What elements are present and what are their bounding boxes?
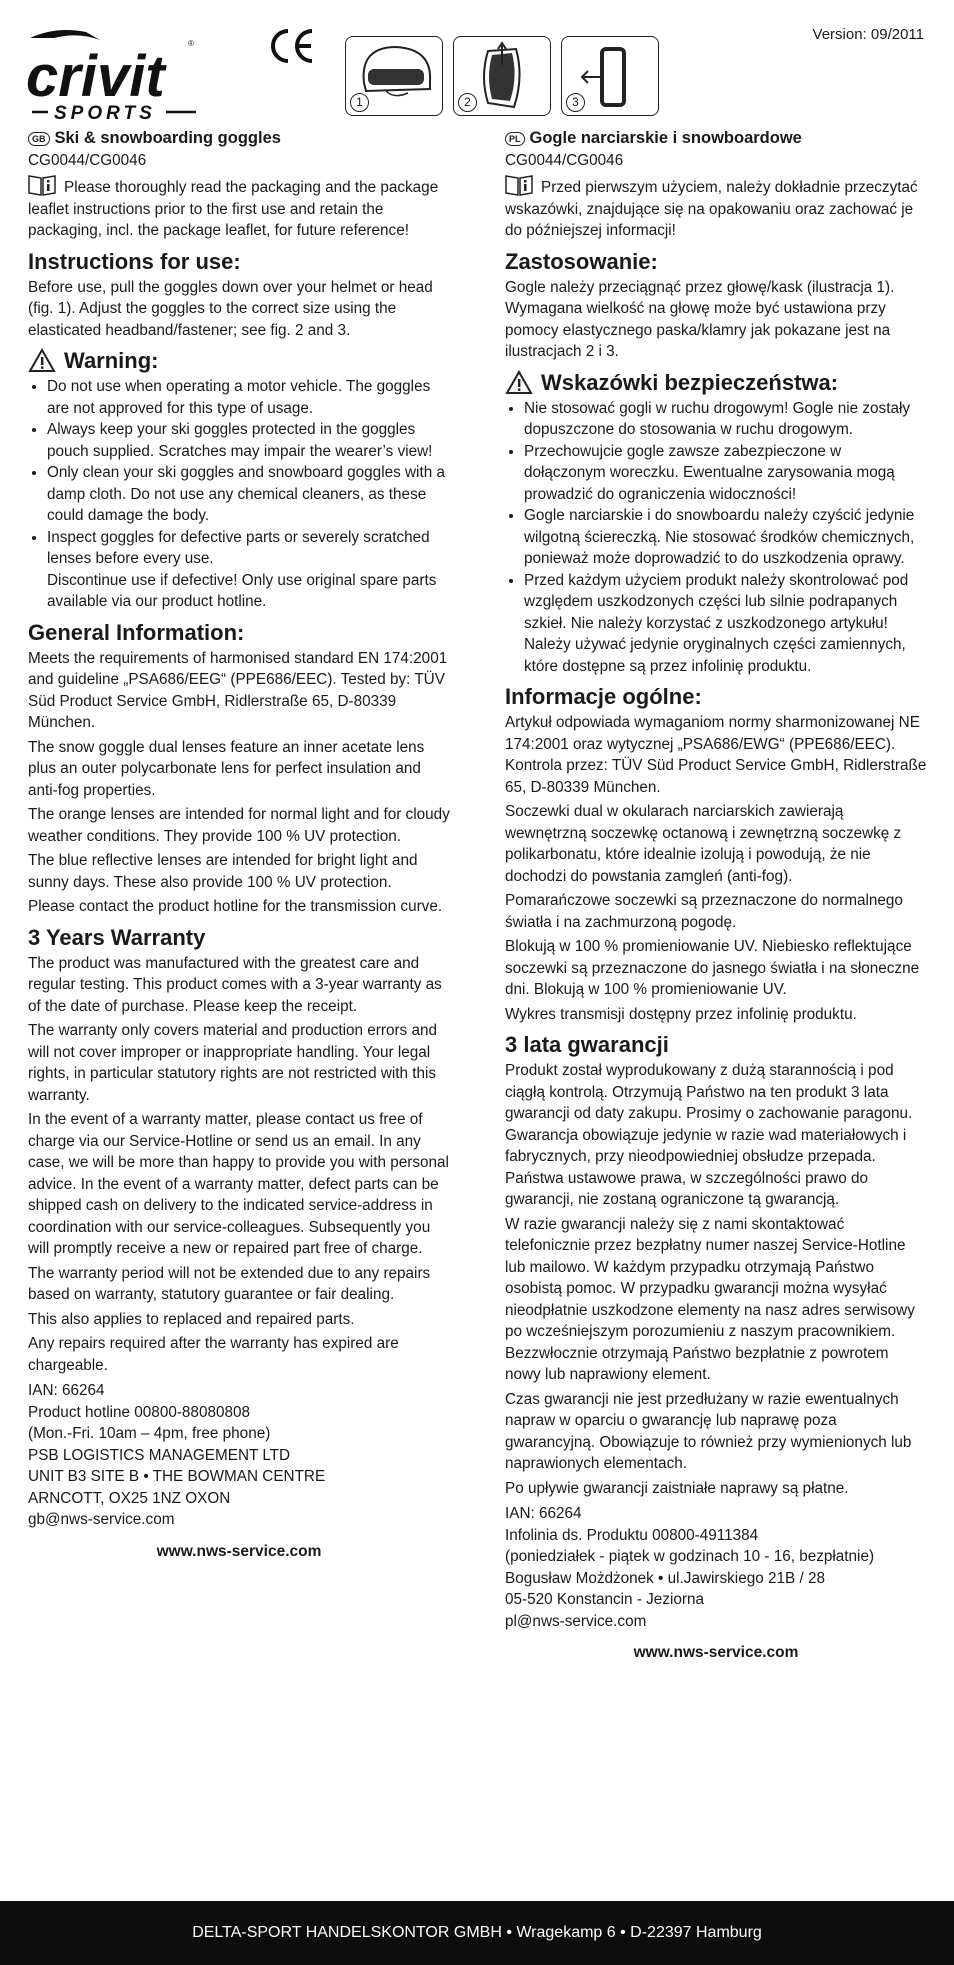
figure-row — [345, 36, 659, 116]
warranty-paragraph: Any repairs required after the warranty has expired are chargeable. — [28, 1335, 399, 1374]
english-column — [28, 128, 450, 1562]
list-item: • Nie stosować gogli w ruchu drogowym! Gogle nie zostały dopuszczone do stosowania w ruchu drogowym. — [524, 398, 927, 441]
list-item: • Przed każdym użyciem produkt należy skontrolować pod względem uszkodzonych części lub silnie podrapanych szkieł. Nie należy korzystać z uszkodzonego artykułu! Należy używać jedynie oryginalnych części zamiennych, które dostępne są przez infolinię produktu. — [524, 570, 927, 678]
crivit-logo — [26, 24, 201, 122]
lang-badge: PL — [505, 132, 525, 146]
footer-bar — [0, 1901, 954, 1965]
model-number: CG0044/CG0046 — [505, 151, 624, 169]
warranty-paragraph: The warranty only covers material and production errors and will not cover improper or inappropriate handling. Your legal rights, in particular statutory rights are not restricted with this warranty. — [28, 1022, 437, 1104]
instructions-text: Before use, pull the goggles down over your helmet or head (fig. 1). Adjust the goggles to the correct size using the elasticated headband/fastener; see fig. 2 and 3. — [28, 278, 433, 339]
list-item — [47, 527, 450, 613]
website-link[interactable]: www.nws-service.com — [633, 1644, 799, 1661]
hotline-hours: (Mon.-Fri. 10am – 4pm, free phone) — [28, 1425, 271, 1442]
warranty-paragraph: Po upływie gwarancji zaistniałe naprawy są płatne. — [505, 1479, 849, 1497]
address-line: ARNCOTT, OX25 1NZ OXON — [28, 1489, 231, 1507]
info-book-icon — [28, 174, 56, 196]
version-label: Version: 09/2011 — [812, 26, 924, 43]
address-line: UNIT B3 SITE B • THE BOWMAN CENTRE — [28, 1468, 326, 1485]
warranty-heading: 3 Years Warranty — [28, 924, 206, 950]
general-paragraph: Meets the requirements of harmonised standard EN 174:2001 and guideline „PSA686/EEG“ (PPE686/EEC). Tested by: TÜV Süd Product Service GmbH, Ridlerstraße 65, D-80339 München. — [28, 649, 448, 731]
warning-list — [505, 398, 927, 678]
warning-text: Inspect goggles for defective parts or severely scratched lenses before every use. — [47, 528, 430, 567]
warning-heading-text: Wskazówki bezpieczeństwa: — [541, 369, 839, 395]
warranty-heading: 3 lata gwarancji — [505, 1032, 669, 1057]
intro-paragraph — [28, 174, 450, 242]
intro-paragraph — [505, 174, 927, 242]
warning-triangle-icon — [28, 348, 56, 373]
ian-number: IAN: 66264 — [505, 1505, 582, 1522]
product-title-text: Gogle narciarskie i snowboardowe — [529, 129, 802, 147]
intro-text: Please thoroughly read the packaging and the package leaflet instructions prior to the first use and retain the packaging, incl. the package leaflet, for future reference! — [28, 179, 439, 239]
warning-list — [28, 376, 450, 613]
warranty-paragraph: In the event of a warranty matter, please contact us free of charge via our Service-Hotline or send us an email. In any case, we will be more than happy to provide you with personal advice. In the event of a warranty matter, defect parts can be shipped cash on delivery to the indicated service-address in coordination with our service-colleagues. Subsequently you will promptly receive a new or repaired part free of charge. — [28, 1111, 449, 1257]
product-title — [28, 128, 450, 150]
list-item: • Always keep your ski goggles protected in the goggles pouch supplied. Scratches may impair the wearer’s view! — [47, 419, 450, 462]
address-line: PSB LOGISTICS MANAGEMENT LTD — [28, 1446, 291, 1464]
instructions-heading: Instructions for use: — [28, 248, 241, 274]
warning-heading — [505, 369, 927, 396]
logo-main-text: crivit — [26, 44, 165, 109]
figure-2 — [453, 36, 551, 116]
ian-number: IAN: 66264 — [28, 1382, 105, 1399]
warning-triangle-icon — [505, 370, 533, 395]
hotline-hours: (poniedziałek - piątek w godzinach 10 - 16, bezpłatnie) — [505, 1548, 875, 1565]
warranty-paragraph: W razie gwarancji należy się z nami skontaktować telefonicznie przez bezpłatny numer naszej Service-Hotline lub mailowo. W każdym przypadku otrzymają Państwo osobistą pomoc. W przypadku gwarancji można wysyłać nieodpłatnie uszkodzone elementy na nasz adres serwisowy po wcześniejszym porozumieniu z naszym pracownikiem. Bezzwłocznie otrzymają Państwo bezpłatnie z powrotem nowy lub naprawiony element. — [505, 1215, 915, 1383]
instructions-heading: Zastosowanie: — [505, 248, 658, 274]
svg-text:®: ® — [188, 39, 194, 48]
ce-mark-icon — [266, 26, 316, 66]
intro-text: Przed pierwszym użyciem, należy dokładnie przeczytać wskazówki, znajdujące się na opakowaniu oraz zachować je do późniejszej informacji! — [505, 179, 918, 239]
address-line: 05-520 Konstancin - Jeziorna — [505, 1591, 704, 1608]
general-paragraph: Blokują w 100 % promieniowanie UV. Niebiesko reflektujące soczewki są przeznaczone do jasnego światła i na słoneczne dni. Blokują w 100 % promieniowanie UV. — [505, 938, 920, 998]
email-link[interactable]: pl@nws-service.com — [505, 1612, 647, 1630]
list-item: • Do not use when operating a motor vehicle. The goggles are not approved for this type of usage. — [47, 376, 450, 419]
model-number: CG0044/CG0046 — [28, 151, 147, 169]
general-paragraph: Pomarańczowe soczewki są przeznaczone do normalnego światła i na zachmurzoną pogodę. — [505, 892, 903, 931]
general-paragraph: The orange lenses are intended for normal light and for cloudy weather conditions. They provide 100 % UV protection. — [28, 806, 450, 845]
general-paragraph: Wykres transmisji dostępny przez infolinię produktu. — [505, 1005, 857, 1023]
list-item: • Only clean your ski goggles and snowboard goggles with a damp cloth. Do not use any chemical cleaners, as these could damage the body. — [47, 462, 450, 527]
contact-block — [28, 1380, 450, 1531]
polish-column — [505, 128, 927, 1664]
product-title-text: Ski & snowboarding goggles — [54, 129, 281, 147]
general-heading: General Information: — [28, 619, 245, 645]
warranty-paragraph: This also applies to replaced and repaired parts. — [28, 1310, 355, 1328]
website-link[interactable]: www.nws-service.com — [156, 1542, 322, 1560]
figure-3 — [561, 36, 659, 116]
instructions-text: Gogle należy przeciągnąć przez głowę/kask (ilustracja 1). Wymagana wielkość na głowę może być ustawiona przy pomocy elastycznego paska/klamry jak pokazane jest na ilustracjach 2 i 3. — [505, 278, 895, 360]
logo-sub-text: SPORTS — [54, 103, 156, 122]
product-title — [505, 128, 927, 150]
list-item: • Gogle narciarskie i do snowboardu należy czyścić jedynie wilgotną ściereczką. Nie stosować środków chemicznych, ponieważ może doprowadzić to do uszkodzenia oprawy. — [524, 505, 927, 570]
list-item: • Przechowujcie gogle zawsze zabezpieczone w dołączonym woreczku. Ewentualne zarysowania mogą prowadzić do ograniczenia widoczności! — [524, 441, 927, 506]
warranty-paragraph: The product was manufactured with the greatest care and regular testing. This product comes with a 3-year warranty as of the date of purchase. Please keep the receipt. — [28, 954, 442, 1015]
hotline-number: Infolinia ds. Produktu 00800-4911384 — [505, 1526, 759, 1544]
info-book-icon — [505, 174, 533, 196]
general-paragraph: The blue reflective lenses are intended for bright light and sunny days. These also provide 100 % UV protection. — [28, 852, 418, 891]
email-link[interactable]: gb@nws-service.com — [28, 1511, 175, 1528]
general-heading: Informacje ogólne: — [505, 684, 702, 709]
general-paragraph: Soczewki dual w okularach narciarskich zawierają wewnętrzną soczewkę octanową i zewnętrzną soczewkę z polikarbonatu, które idealnie izolują i powodują, że nie dochodzi do powstania zamgleń (anti-fog). — [505, 803, 902, 885]
figure-number: 2 — [458, 93, 477, 112]
warning-extra: Discontinue use if defective! Only use original spare parts available via our product hotline. — [47, 571, 437, 610]
general-paragraph: The snow goggle dual lenses feature an inner acetate lens plus an outer polycarbonate lens for perfect insulation and anti-fog properties. — [28, 738, 425, 799]
warranty-paragraph: Produkt został wyprodukowany z dużą starannością i pod ciągłą kontrolą. Otrzymują Państwo na ten produkt 3 lata gwarancji od daty zakupu. Prosimy o zachowanie paragonu. Gwarancja obowiązuje jedynie w razie wad materiałowych i fabrycznych, przy nieodpowiedniej obsłudze przepada. Państwa ustawowe prawa, w szczególności prawo do gwarancji, nie zostaną ograniczone tą gwarancją. — [505, 1062, 913, 1208]
lang-badge: GB — [28, 132, 50, 146]
figure-number: 3 — [566, 93, 585, 112]
warranty-paragraph: Czas gwarancji nie jest przedłużany w razie ewentualnych napraw w oparciu o gwarancję lub naprawę poza gwarancyjną. Obowiązuje to również przy wymienionych lub naprawionych elementach. — [505, 1390, 912, 1472]
footer-address: DELTA-SPORT HANDELSKONTOR GMBH • Wragekamp 6 • D-22397 Hamburg — [192, 1924, 762, 1941]
figure-1 — [345, 36, 443, 116]
figure-number: 1 — [350, 93, 369, 112]
address-line: Bogusław Możdżonek • ul.Jawirskiego 21B / 28 — [505, 1569, 825, 1587]
warning-heading — [28, 347, 450, 374]
general-paragraph: Please contact the product hotline for the transmission curve. — [28, 898, 443, 915]
hotline-number: Product hotline 00800-88080808 — [28, 1403, 250, 1421]
warranty-paragraph: The warranty period will not be extended due to any repairs based on warranty, statutory guarantee or fair dealing. — [28, 1264, 431, 1303]
general-paragraph: Artykuł odpowiada wymaganiom normy sharmonizowanej NE 174:2001 oraz wytycznej „PSA686/EWG“ (PPE686/EEC). Kontrola przez: TÜV Süd Product Service GmbH, Ridlerstraße 65, D-80339 München. — [505, 714, 927, 796]
warning-heading-text: Warning: — [64, 348, 159, 373]
contact-block — [505, 1503, 927, 1632]
